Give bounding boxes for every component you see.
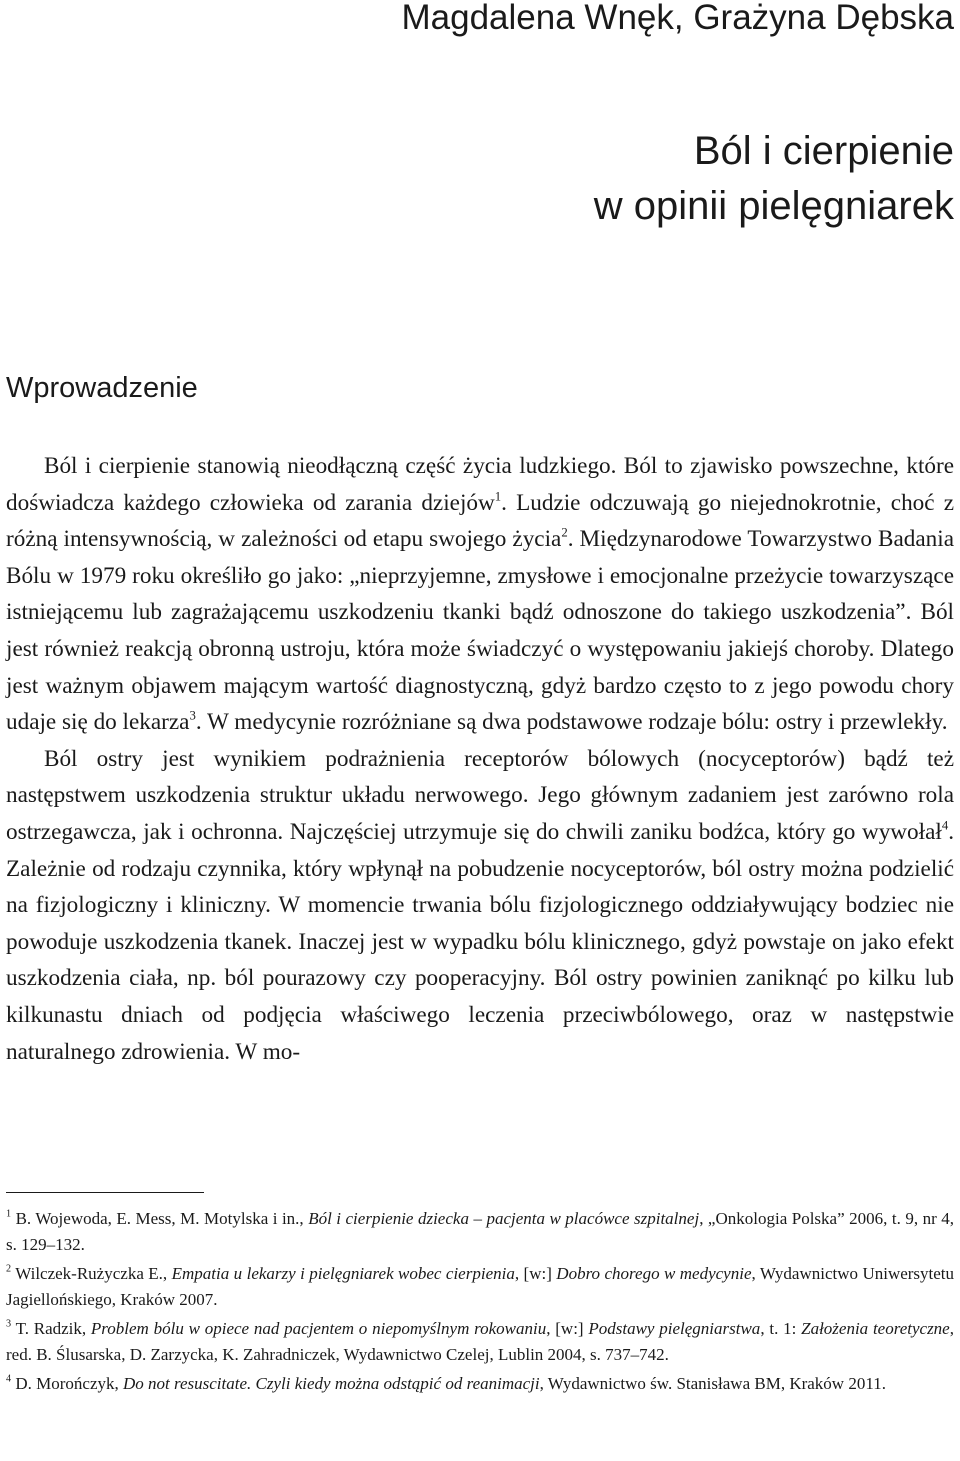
footnote-italic: Ból i cierpienie dziecka – pacjenta w placówce szpitalnej bbox=[308, 1209, 700, 1228]
title-line-1: Ból i cierpienie bbox=[693, 129, 954, 173]
p1-text-4: . W medycynie rozróżniane są dwa podstawowe rodzaje bólu: ostry i przewlekły. bbox=[195, 709, 948, 736]
footnote-ref-1: 1 bbox=[494, 489, 502, 504]
footnote-text: , red. B. Ślusarska, D. Zarzycka, K. Zahradniczek, Wydawnictwo Czelej, Lublin 2004, s. 737–742. bbox=[6, 1319, 954, 1364]
title-line-2: w opinii pielęgniarek bbox=[593, 184, 954, 228]
footnote-italic: Problem bólu w opiece nad pacjentem o niepomyślnym rokowaniu bbox=[90, 1319, 547, 1338]
footnote-text: , „Onkologia Polska” 2006, t. 9, nr 4, s. 129–132. bbox=[6, 1209, 954, 1254]
section-heading: Wprowadzenie bbox=[6, 372, 198, 404]
p1-text-1: Ból i cierpienie stanowią nieodłączną część życia ludzkiego. Ból to zjawisko powszechne, które doświadcza każdego człowieka od zarania dziejów bbox=[6, 453, 954, 516]
footnote-ref-3: 3 bbox=[189, 708, 196, 723]
p1-text-3: . Międzynarodowe Towarzystwo Badania Bólu w 1979 roku określiło go jako: „nieprzyjemne, zmysłowe i emocjonalne przeżycie towarzyszące istniejącemu lub zagrażającemu uszkodzeniu tkanki bądź odnoszone do takiego uszkodzenia”. Ból jest również reakcją obronną ustroju, która może świadczyć o występowaniu jakiejś choroby. Dlatego jest ważnym objawem mającym wartość diagnostyczną, gdyż bardzo często to z jego powodu chory udaje się do lekarza bbox=[6, 526, 954, 736]
footnote-text: B. Wojewoda, E. Mess, M. Motylska i in., bbox=[15, 1209, 309, 1228]
article-title bbox=[594, 124, 954, 234]
footnote-divider bbox=[6, 1192, 204, 1193]
footnote-italic: Dobro chorego w medycynie bbox=[556, 1264, 752, 1283]
footnote-4 bbox=[6, 1371, 954, 1397]
footnote-1 bbox=[6, 1206, 954, 1258]
footnotes bbox=[6, 1206, 954, 1400]
authors: Magdalena Wnęk, Grażyna Dębska bbox=[401, 0, 954, 37]
footnote-3 bbox=[6, 1316, 954, 1368]
footnote-2 bbox=[6, 1261, 954, 1313]
p1-text-2: . Ludzie odczuwają go niejednokrotnie, choć z różną intensywnością, w zależności od etapu swojego życia bbox=[6, 489, 955, 553]
footnote-text: , Wydawnictwo św. Stanisława BM, Kraków 2011. bbox=[539, 1374, 886, 1393]
footnote-number: 3 bbox=[6, 1318, 12, 1330]
footnote-number: 2 bbox=[6, 1263, 12, 1275]
footnote-text: Wilczek-Rużyczka E., bbox=[15, 1264, 172, 1283]
body-text bbox=[6, 448, 954, 1070]
footnote-text: T. Radzik, bbox=[15, 1319, 91, 1338]
footnote-number: 4 bbox=[6, 1373, 12, 1385]
footnote-italic: Podstawy pielęgniarstwa bbox=[588, 1319, 761, 1338]
footnote-italic: Założenia teoretyczne bbox=[801, 1319, 950, 1338]
p2-text-2: . Zależnie od rodzaju czynnika, który wpłynął na pobudzenie nocyceptorów, ból ostry można podzielić na fizjologiczny i kliniczny. W momencie trwania bólu fizjologicznego oddziaływujący bodziec nie powoduje uszkodzenia tkanek. Inaczej jest w wypadku bólu klinicznego, gdyż powstaje on jako efekt uszkodzenia ciała, np. ból pourazowy czy pooperacyjny. Ból ostry powinien zaniknąć po kilku lub kilkunastu dniach od podjęcia właściwego leczenia przeciwbólowego, oraz w następstwie naturalnego zdrowienia. W mo- bbox=[6, 818, 954, 1065]
footnote-text: , [w:] bbox=[546, 1319, 589, 1338]
paragraph-2 bbox=[6, 741, 954, 1070]
footnote-italic: Empatia u lekarzy i pielęgniarek wobec cierpienia bbox=[171, 1264, 515, 1283]
paragraph-1 bbox=[6, 448, 954, 741]
footnote-italic: Do not resuscitate. Czyli kiedy można odstąpić od reanimacji bbox=[123, 1374, 540, 1393]
p2-text-1: Ból ostry jest wynikiem podrażnienia receptorów bólowych (nocyceptorów) bądź też następstwem uszkodzenia struktur układu nerwowego. Jego głównym zadaniem jest zarówno rola ostrzegawcza, jak i ochronna. Najczęściej utrzymuje się do chwili zaniku bodźca, który go wywołał bbox=[6, 745, 954, 845]
footnote-number: 1 bbox=[6, 1208, 12, 1220]
footnote-text: , [w:] bbox=[514, 1264, 557, 1283]
footnote-ref-4: 4 bbox=[941, 818, 949, 833]
footnote-ref-2: 2 bbox=[561, 525, 568, 540]
footnote-text: , Wydawnictwo Uniwersytetu Jagiellońskiego, Kraków 2007. bbox=[6, 1264, 955, 1309]
footnote-text: D. Morończyk, bbox=[15, 1374, 123, 1393]
footnote-text: , t. 1: bbox=[760, 1319, 802, 1338]
